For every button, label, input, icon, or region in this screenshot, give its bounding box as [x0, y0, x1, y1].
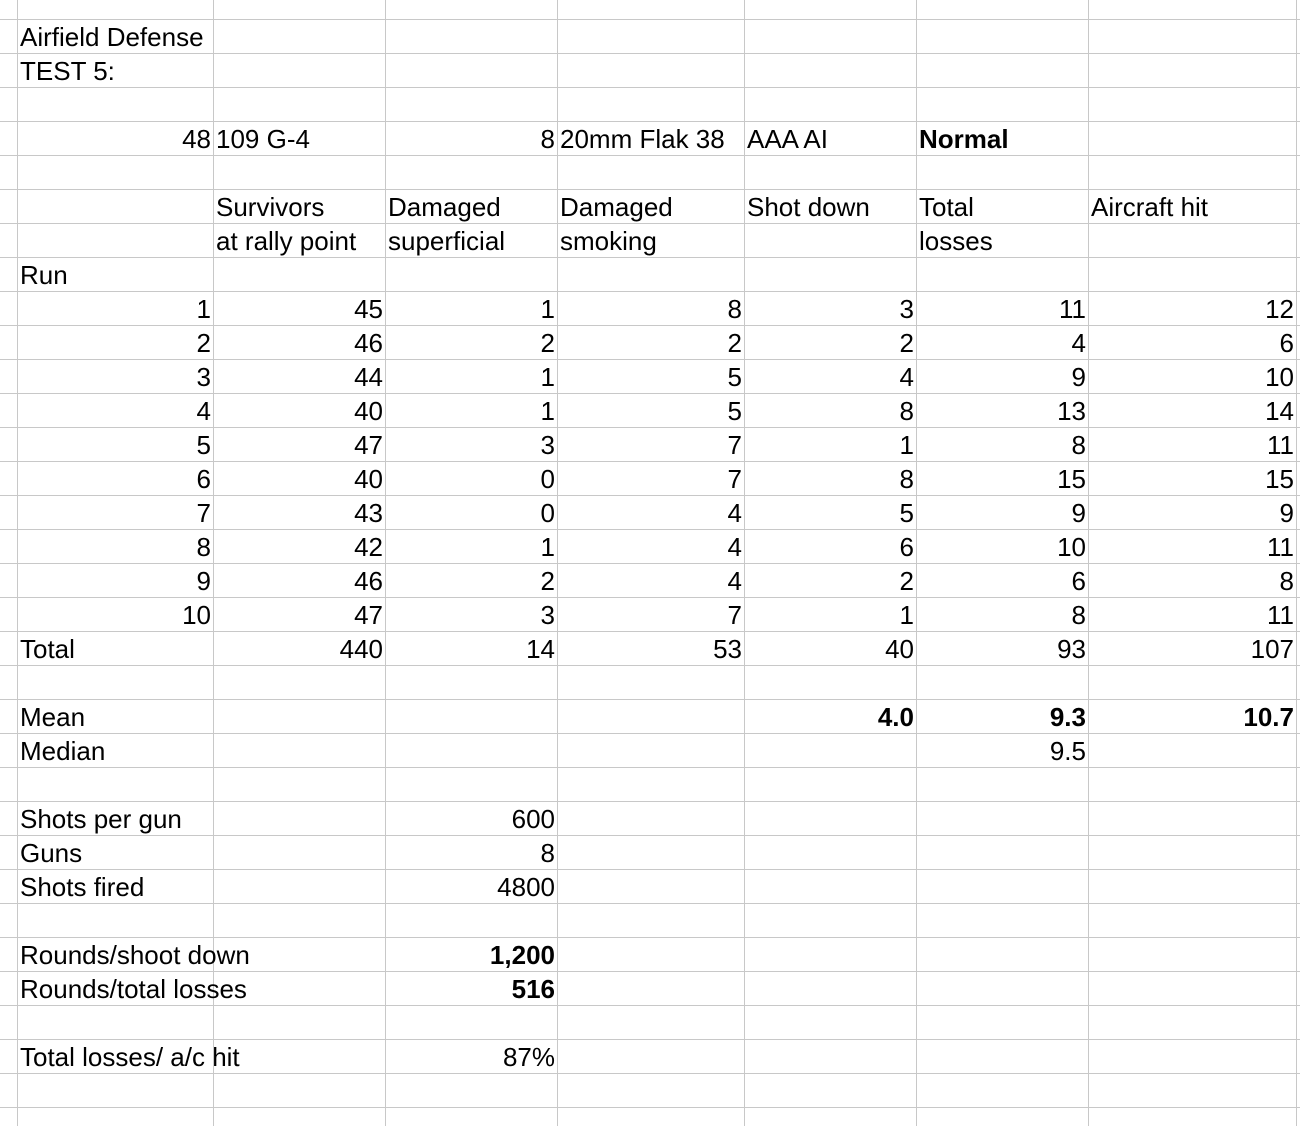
data-cell[interactable]: 10	[1057, 532, 1086, 562]
stat-label[interactable]: Shots fired	[20, 872, 145, 902]
data-cell[interactable]: 1	[899, 600, 914, 630]
run-number[interactable]: 5	[196, 430, 211, 460]
data-cell[interactable]: 46	[354, 566, 383, 596]
data-cell[interactable]: 11	[1059, 294, 1086, 324]
run-number[interactable]: 1	[196, 294, 211, 324]
median-total-losses[interactable]: 9.5	[1049, 736, 1086, 766]
ratio-value[interactable]: 87%	[502, 1042, 555, 1072]
column-header-total-losses-line2[interactable]: losses	[919, 226, 993, 256]
run-number[interactable]: 3	[196, 362, 211, 392]
data-cell[interactable]: 11	[1267, 532, 1294, 562]
sheet-title[interactable]: Airfield Defense	[20, 22, 204, 52]
data-cell[interactable]: 3	[540, 600, 555, 630]
total-superficial[interactable]: 14	[526, 634, 555, 664]
run-number[interactable]: 7	[196, 498, 211, 528]
run-number[interactable]: 10	[182, 600, 211, 630]
data-cell[interactable]: 1	[540, 362, 555, 392]
data-cell[interactable]: 42	[354, 532, 383, 562]
data-cell[interactable]: 12	[1265, 294, 1294, 324]
data-cell[interactable]: 6	[1279, 328, 1294, 358]
data-cell[interactable]: 1	[899, 430, 914, 460]
column-header-aircraft-hit[interactable]: Aircraft hit	[1091, 192, 1209, 222]
data-cell[interactable]: 10	[1265, 362, 1294, 392]
total-survivors[interactable]: 440	[339, 634, 383, 664]
median-label[interactable]: Median	[20, 736, 106, 766]
run-number[interactable]: 9	[196, 566, 211, 596]
mean-total-losses[interactable]: 9.3	[1049, 702, 1086, 732]
column-header-smoking-line2[interactable]: smoking	[560, 226, 657, 256]
data-cell[interactable]: 46	[354, 328, 383, 358]
data-cell[interactable]: 4	[727, 566, 742, 596]
data-cell[interactable]: 47	[354, 430, 383, 460]
aircraft-count[interactable]: 48	[182, 124, 211, 154]
data-cell[interactable]: 1	[540, 294, 555, 324]
ai-label[interactable]: AAA AI	[747, 124, 828, 154]
data-cell[interactable]: 8	[1071, 430, 1086, 460]
test-label[interactable]: TEST 5:	[20, 56, 115, 86]
data-cell[interactable]: 8	[727, 294, 742, 324]
total-shot-down[interactable]: 40	[885, 634, 914, 664]
run-number[interactable]: 2	[196, 328, 211, 358]
stat-label[interactable]: Guns	[20, 838, 83, 868]
data-cell[interactable]: 4	[899, 362, 914, 392]
efficiency-label[interactable]: Rounds/shoot down	[20, 940, 250, 970]
run-number[interactable]: 6	[196, 464, 211, 494]
data-cell[interactable]: 15	[1265, 464, 1294, 494]
column-header-smoking[interactable]: Damaged	[560, 192, 673, 222]
data-cell[interactable]: 6	[899, 532, 914, 562]
total-aircraft-hit[interactable]: 107	[1250, 634, 1294, 664]
data-cell[interactable]: 5	[727, 362, 742, 392]
efficiency-value[interactable]: 516	[511, 974, 555, 1004]
mean-shot-down[interactable]: 4.0	[877, 702, 914, 732]
stat-value[interactable]: 4800	[497, 872, 555, 902]
gun-count[interactable]: 8	[540, 124, 555, 154]
run-number[interactable]: 4	[196, 396, 211, 426]
totals-label[interactable]: Total	[20, 634, 75, 664]
ai-level[interactable]: Normal	[919, 124, 1009, 154]
data-cell[interactable]: 7	[727, 600, 742, 630]
data-cell[interactable]: 11	[1267, 600, 1294, 630]
data-cell[interactable]: 8	[1071, 600, 1086, 630]
data-cell[interactable]: 7	[727, 464, 742, 494]
data-cell[interactable]: 2	[899, 566, 914, 596]
data-cell[interactable]: 1	[540, 396, 555, 426]
data-cell[interactable]: 43	[354, 498, 383, 528]
column-header-superficial-line2[interactable]: superficial	[388, 226, 506, 256]
row-gridline	[0, 1107, 1300, 1108]
column-header-total-losses[interactable]: Total	[919, 192, 974, 222]
data-cell[interactable]: 6	[1071, 566, 1086, 596]
data-cell[interactable]: 2	[540, 566, 555, 596]
data-cell[interactable]: 8	[899, 396, 914, 426]
stat-value[interactable]: 8	[540, 838, 555, 868]
column-header-superficial[interactable]: Damaged	[388, 192, 501, 222]
data-cell[interactable]: 4	[727, 532, 742, 562]
data-cell[interactable]: 9	[1279, 498, 1294, 528]
data-cell[interactable]: 4	[1071, 328, 1086, 358]
data-cell[interactable]: 47	[354, 600, 383, 630]
data-cell[interactable]: 4	[727, 498, 742, 528]
stat-label[interactable]: Shots per gun	[20, 804, 182, 834]
efficiency-value[interactable]: 1,200	[489, 940, 555, 970]
data-cell[interactable]: 9	[1071, 362, 1086, 392]
data-cell[interactable]: 1	[540, 532, 555, 562]
data-cell[interactable]: 40	[354, 464, 383, 494]
mean-label[interactable]: Mean	[20, 702, 86, 732]
mean-aircraft-hit[interactable]: 10.7	[1243, 702, 1294, 732]
run-label[interactable]: Run	[20, 260, 68, 290]
total-total-losses[interactable]: 93	[1057, 634, 1086, 664]
data-cell[interactable]: 0	[540, 464, 555, 494]
data-cell[interactable]: 3	[899, 294, 914, 324]
data-cell[interactable]: 8	[899, 464, 914, 494]
data-cell[interactable]: 2	[899, 328, 914, 358]
data-cell[interactable]: 0	[540, 498, 555, 528]
stat-value[interactable]: 600	[511, 804, 555, 834]
aircraft-type[interactable]: 109 G-4	[216, 124, 310, 154]
data-cell[interactable]: 8	[1279, 566, 1294, 596]
data-cell[interactable]: 5	[727, 396, 742, 426]
data-cell[interactable]: 2	[540, 328, 555, 358]
data-cell[interactable]: 44	[354, 362, 383, 392]
gun-type[interactable]: 20mm Flak 38	[560, 124, 725, 154]
efficiency-label[interactable]: Rounds/total losses	[20, 974, 247, 1004]
data-cell[interactable]: 2	[727, 328, 742, 358]
data-cell[interactable]: 40	[354, 396, 383, 426]
ratio-label[interactable]: Total losses/ a/c hit	[20, 1042, 240, 1072]
data-cell[interactable]: 7	[727, 430, 742, 460]
data-cell[interactable]: 3	[540, 430, 555, 460]
column-header-survivors-line2[interactable]: at rally point	[216, 226, 357, 256]
run-number[interactable]: 8	[196, 532, 211, 562]
data-cell[interactable]: 15	[1057, 464, 1086, 494]
data-cell[interactable]: 14	[1265, 396, 1294, 426]
data-cell[interactable]: 9	[1071, 498, 1086, 528]
total-smoking[interactable]: 53	[713, 634, 742, 664]
column-header-shot-down[interactable]: Shot down	[747, 192, 870, 222]
data-cell[interactable]: 45	[354, 294, 383, 324]
column-header-survivors[interactable]: Survivors	[216, 192, 325, 222]
data-cell[interactable]: 5	[899, 498, 914, 528]
data-cell[interactable]: 13	[1057, 396, 1086, 426]
data-cell[interactable]: 11	[1267, 430, 1294, 460]
